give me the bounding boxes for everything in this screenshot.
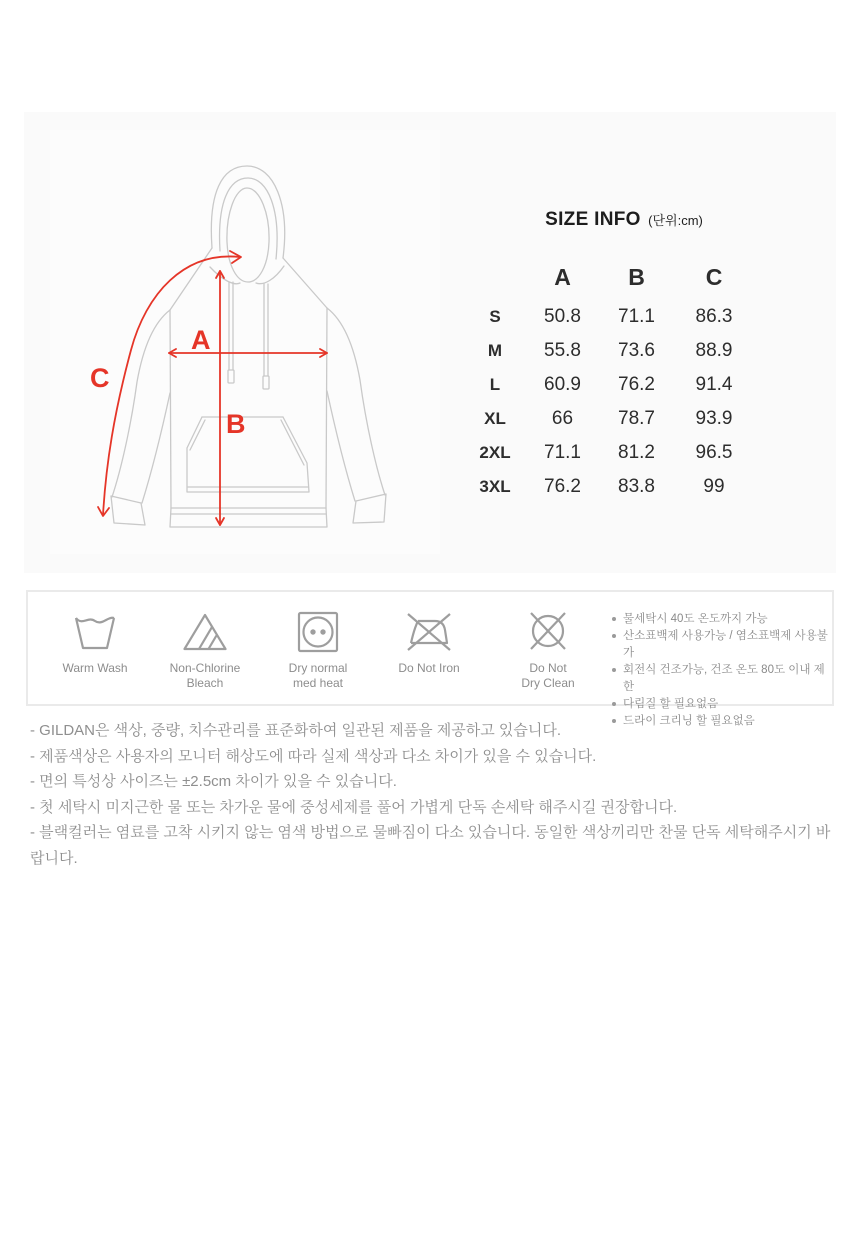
do-not-dry-clean-icon (524, 608, 572, 656)
list-item: 회전식 건조가능, 건조 온도 80도 이내 제한 (612, 662, 832, 696)
care-item-warm-wash (35, 608, 155, 676)
size-label: 2XL (479, 443, 511, 462)
value-c: 96.5 (695, 442, 733, 463)
bullet-dot-icon (612, 634, 616, 638)
care-item-label: Non-Chlorine Bleach (169, 661, 241, 690)
value-a: 71.1 (544, 442, 581, 463)
product-notices (30, 718, 842, 872)
value-b: 81.2 (618, 442, 655, 463)
value-c: 91.4 (695, 374, 733, 395)
hoodie-measurement-diagram (50, 130, 440, 554)
bullet-dot-icon (612, 617, 616, 621)
do-not-iron-icon (405, 608, 453, 656)
bullet-dot-icon (612, 668, 616, 672)
value-b: 73.6 (618, 340, 655, 361)
value-a: 76.2 (544, 476, 581, 497)
value-c: 88.9 (695, 340, 733, 361)
table-row (463, 334, 753, 368)
care-item-label: Dry normal med heat (288, 661, 348, 690)
size-label: S (489, 307, 501, 326)
value-c: 99 (703, 476, 725, 497)
table-row (463, 470, 753, 504)
laundry-care-section (26, 590, 834, 727)
size-label: L (489, 375, 501, 394)
notice-line: - 면의 특성상 사이즈는 ±2.5cm 차이가 있을 수 있습니다. (30, 773, 397, 791)
list-item: 산소표백제 사용가능 / 염소표백제 사용불가 (612, 628, 832, 662)
size-info-title: SIZE INFO (545, 209, 641, 230)
table-row (463, 436, 753, 470)
column-header-c: C (705, 263, 723, 290)
size-info-unit: (단위:cm) (648, 213, 703, 228)
value-b: 83.8 (618, 476, 655, 497)
value-b: 78.7 (618, 408, 655, 429)
care-item-non-chlorine-bleach (145, 608, 265, 691)
value-c: 93.9 (695, 408, 733, 429)
care-notes-list (612, 611, 832, 730)
bullet-dot-icon (612, 702, 616, 706)
list-item: 드라이 크리닝 할 필요없음 (612, 713, 832, 730)
tumble-dry-icon (294, 608, 342, 656)
measure-label-b: B (226, 409, 246, 439)
value-a: 50.8 (544, 306, 581, 327)
size-info-header (424, 209, 824, 231)
list-item: 다림질 할 필요없음 (612, 696, 832, 713)
column-header-a: A (554, 263, 571, 290)
measure-label-a: A (191, 325, 211, 355)
care-item-tumble-dry (258, 608, 378, 691)
table-row (463, 300, 753, 334)
care-item-do-not-dry-clean (488, 608, 608, 691)
notice-line: - 블랙컬러는 염료를 고착 시키지 않는 염색 방법으로 물빠짐이 다소 있습니다. 동일한 색상끼리만 찬물 단독 세탁해주시기 바랍니다. (30, 824, 831, 867)
care-item-label: Warm Wash (62, 661, 128, 675)
value-b: 71.1 (618, 306, 655, 327)
measure-label-c: C (90, 363, 110, 393)
column-header-b: B (628, 263, 645, 290)
size-label: M (487, 341, 503, 360)
care-item-label: Do Not Dry Clean (521, 661, 575, 690)
value-a: 55.8 (544, 340, 581, 361)
list-item: 물세탁시 40도 온도까지 가능 (612, 611, 832, 628)
size-info-section (24, 112, 836, 573)
table-row (463, 402, 753, 436)
hoodie-diagram-icon (50, 130, 440, 554)
notice-line: - GILDAN은 색상, 중량, 치수관리를 표준화하여 일관된 제품을 제공하고 있습니다. (30, 722, 562, 739)
non-chlorine-bleach-icon (181, 608, 229, 656)
value-c: 86.3 (695, 306, 733, 327)
warm-wash-icon (71, 608, 119, 656)
value-a: 60.9 (544, 374, 581, 395)
size-table (463, 254, 753, 504)
value-b: 76.2 (618, 374, 655, 395)
size-label: 3XL (479, 477, 511, 496)
table-row (463, 368, 753, 402)
care-item-label: Do Not Iron (398, 661, 460, 675)
notice-line: - 제품색상은 사용자의 모니터 해상도에 따라 실제 색상과 다소 차이가 있을 수 있습니다. (30, 747, 597, 765)
care-item-do-not-iron (369, 608, 489, 676)
value-a: 66 (551, 408, 574, 429)
size-table-header-row (463, 254, 753, 300)
size-label: XL (484, 409, 506, 428)
notice-line: - 첫 세탁시 미지근한 물 또는 차가운 물에 중성세제를 풀어 가볍게 단독 손세탁 해주시길 권장합니다. (30, 798, 678, 816)
